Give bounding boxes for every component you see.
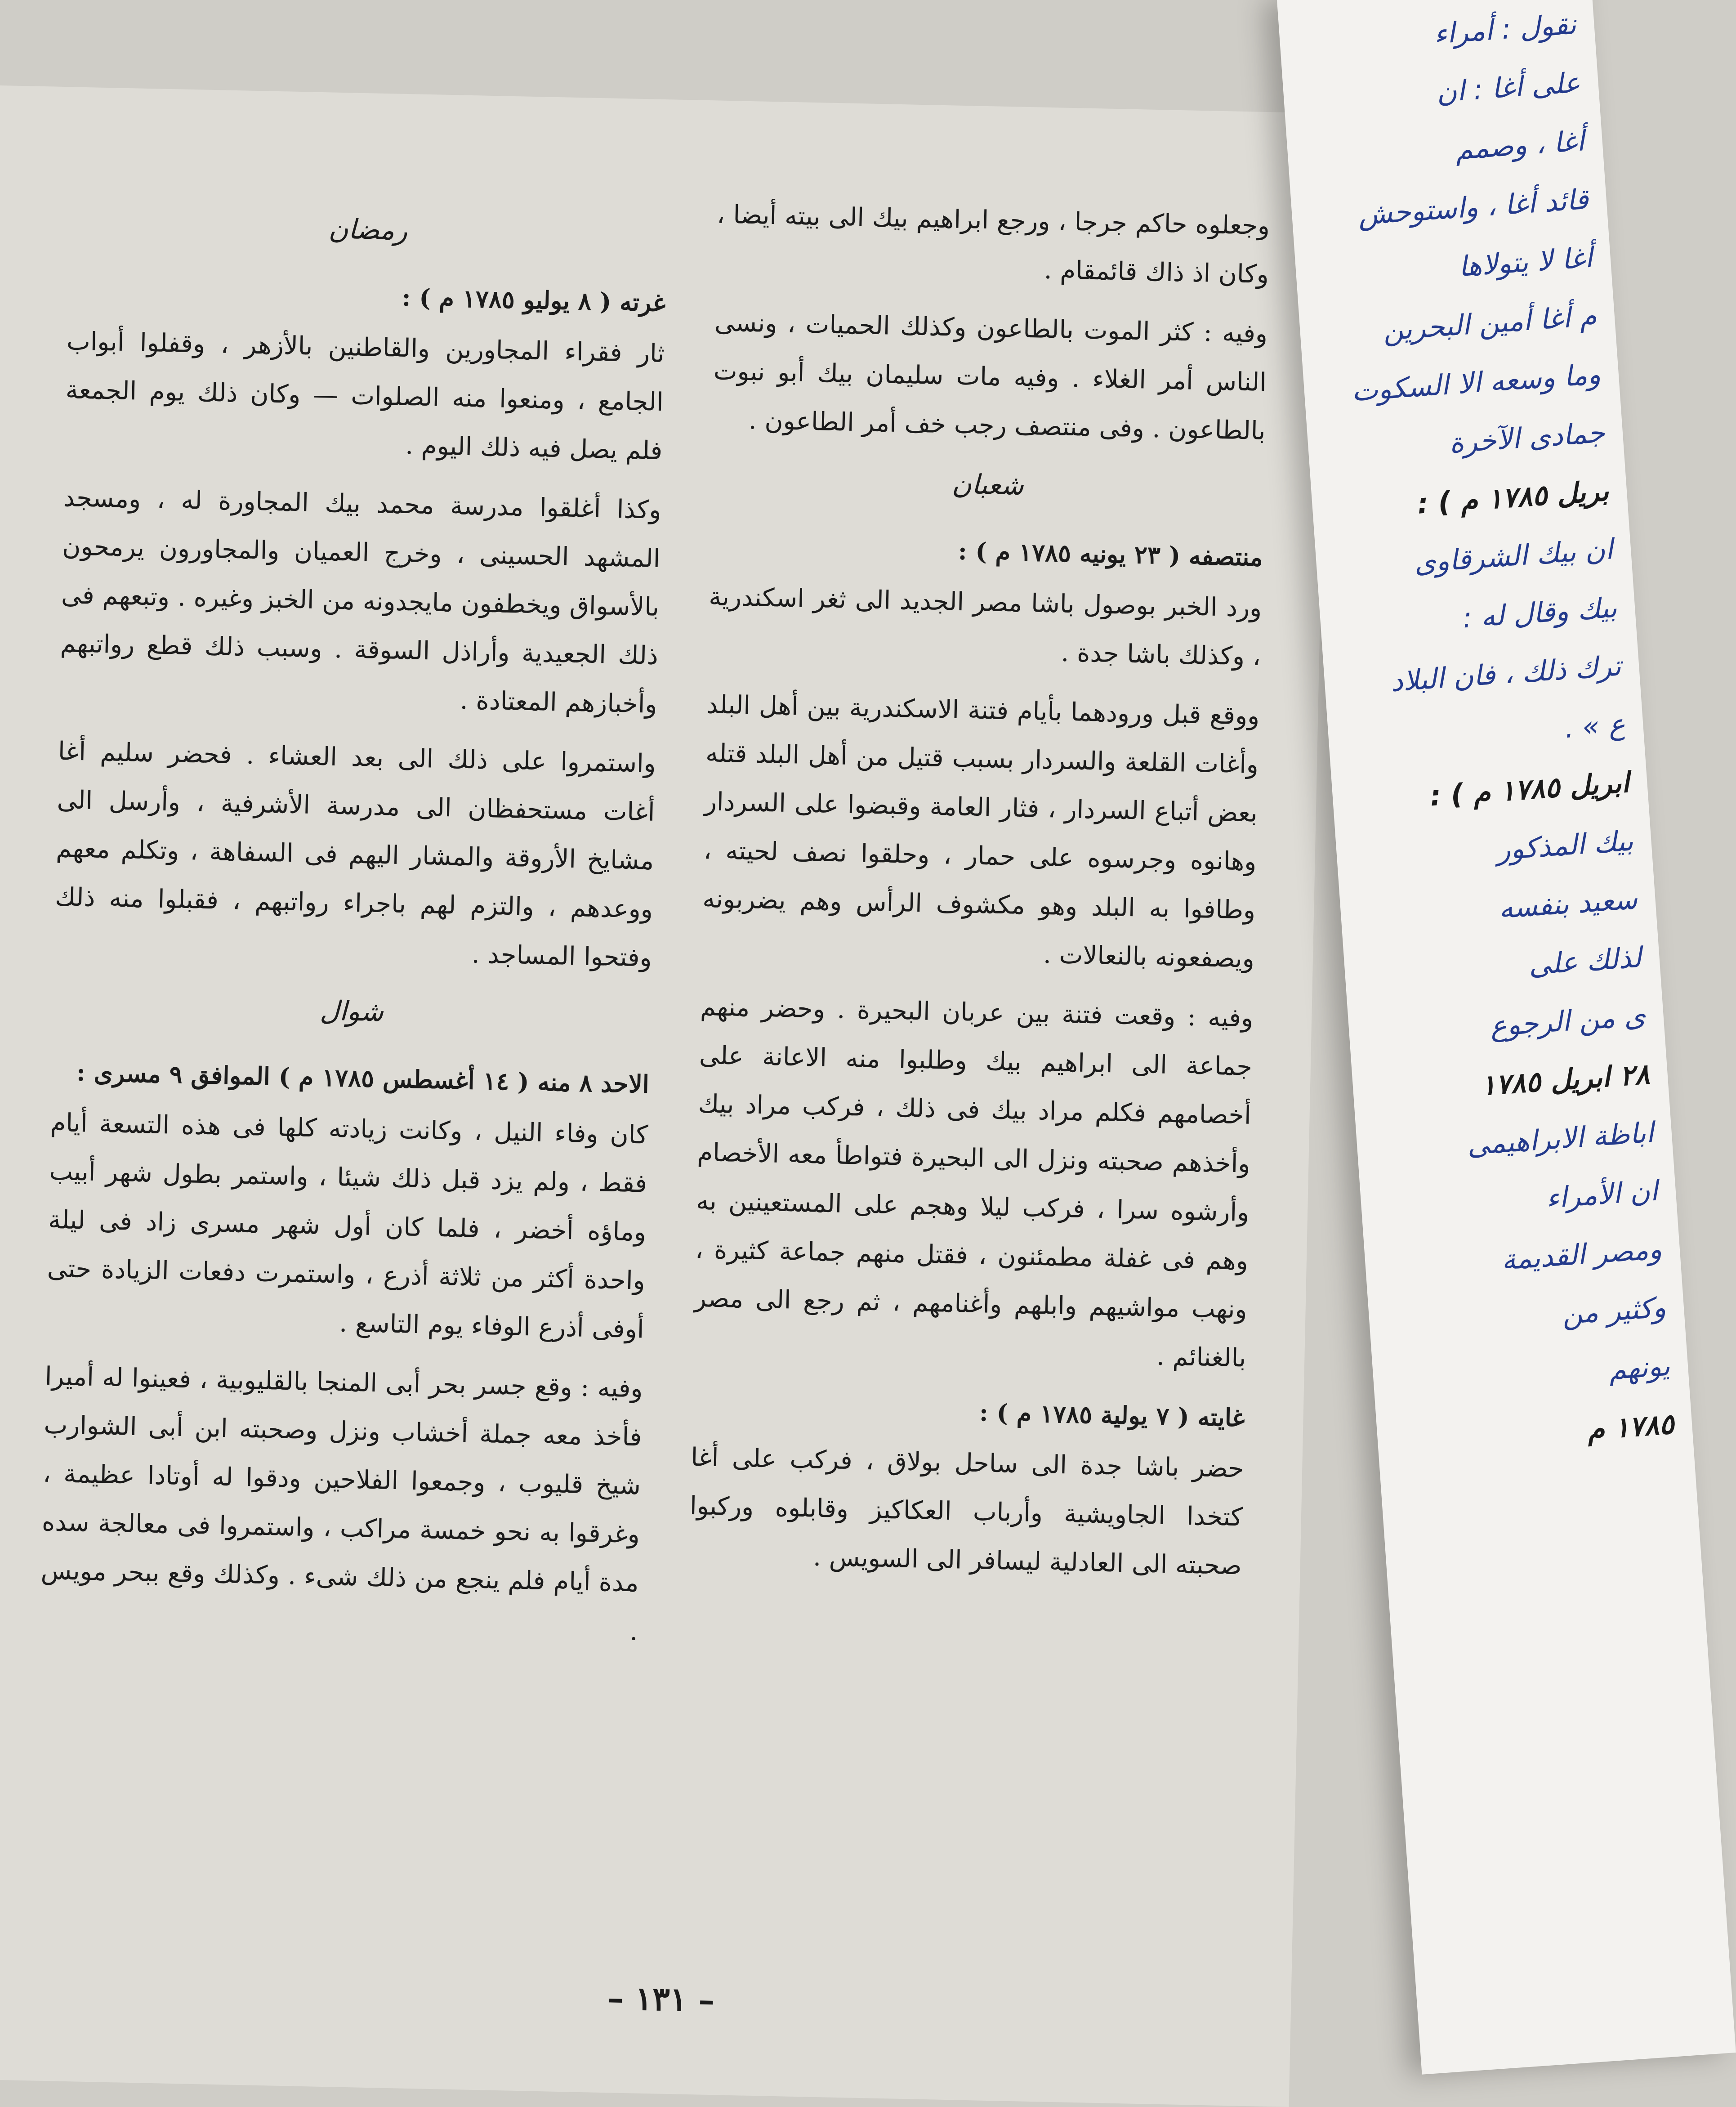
section-heading-shaban: شعبان (951, 468, 1024, 501)
handwritten-line: اباظة الابراهيمى (1466, 1115, 1655, 1162)
section-heading-shawwal: شوال (319, 995, 384, 1028)
paragraph: ورد الخبر بوصول باشا مصر الجديد الى ثغر اسكندرية ، وكذلك باشا جدة . (708, 582, 1262, 671)
handwritten-line: ترك ذلك ، فان البلاد (1389, 649, 1622, 698)
handwritten-text (1305, 0, 1676, 1474)
handwritten-line: لذلك على (1527, 940, 1642, 982)
right-text-column (688, 190, 1270, 1601)
date-heading: الاحد ٨ منه ( ١٤ أغسطس ١٧٨٥ م ) الموافق ٩ مسرى : (76, 1058, 650, 1099)
handwritten-line: ٢٨ ابريل ١٧٨٥ (1480, 1057, 1651, 1102)
section-heading-ramadan: رمضان (328, 213, 408, 247)
date-heading: منتصفه ( ٢٣ يونيه ١٧٨٥ م ) : (958, 536, 1263, 572)
facing-page (1277, 0, 1736, 2075)
handwritten-line: قائد أغا ، واستوحش (1357, 182, 1590, 232)
date-heading: غايته ( ٧ يولية ١٧٨٥ م ) : (979, 1398, 1245, 1432)
handwritten-line: سعيد بنفسه (1497, 882, 1638, 925)
handwritten-line: ابريل ١٧٨٥ م ) : (1428, 765, 1630, 813)
paragraph: كان وفاء النيل ، وكانت زيادته كلها فى هذه التسعة أيام فقط ، ولم يزد قبل ذلك شيئا ، واستمر بطول شهر أبيب وماؤه أخضر ، فلما كان أول شهر مسرى زاد فى ليلة واحدة أكثر من ثلاثة أذرع ، واستمرت دفعات الزيادة حتى أوفى أذرع الوفاء يوم التاسع . (47, 1108, 649, 1344)
handwritten-line: وكثير من (1561, 1290, 1667, 1331)
handwritten-line: ع » . (1563, 707, 1626, 745)
paragraph: وفيه : وقع جسر بحر أبى المنجا بالقليوبية ، فعينوا له أميرا فأخذ معه جملة أخشاب ونزل وصحبته ابن أبى الشوارب شيخ قليوب ، وجمعوا الفلاحين ودقوا له أوتادا عظيمة ، وغرقوا به نحو خمسة مراكب ، واستمروا فى معالجة سده مدة أيام فلم ينجع من ذلك شىء . وكذلك وقع ببحر مويس . (40, 1361, 643, 1646)
left-text-column (39, 195, 668, 1667)
handwritten-line: بريل ١٧٨٥ م ) : (1416, 474, 1610, 520)
page-number: – ١٣١ – (607, 1978, 715, 2019)
handwritten-line: وما وسعه الا السكوت (1350, 357, 1602, 408)
paragraph: وفيه : وقعت فتنة بين عربان البحيرة . وحضر منهم جماعة الى ابراهيم بيك وطلبوا منه الاعانة على أخصامهم فكلم مراد بيك فى ذلك ، فركب مراد بيك وأخذهم صحبته ونزل الى البحيرة فتواطأ معه الأخصام وأرشوه سرا ، فركب ليلا وهجم على المستعينين به وهم فى غفلة مطمئنون ، فقتل منهم جماعة كثيرة ، ونهب مواشيهم وابلهم وأغنامهم ، ثم رجع الى مصر بالغنائم . (694, 992, 1254, 1373)
paragraph: واستمروا على ذلك الى بعد العشاء . فحضر سليم أغا أغات مستحفظان الى مدرسة الأشرفية ، وأرسل الى مشايخ الأروقة والمشار اليهم فى السفاهة ، وتكلم معهم ووعدهم ، والتزم لهم باجراء رواتبهم ، فقبلوا منه ذلك وفتحوا المساجد . (54, 737, 656, 973)
handwritten-line: يونهم (1607, 1349, 1671, 1386)
handwritten-line: جمادى الآخرة (1448, 416, 1606, 460)
handwritten-line: م أغا أمين البحرين (1382, 299, 1598, 347)
date-heading: غرته ( ٨ يوليو ١٧٨٥ م ) : (401, 282, 666, 318)
handwritten-line: نقول : أمراء (1433, 7, 1577, 50)
handwritten-line: بيك وقال له : (1461, 590, 1618, 635)
paragraph: ووقع قبل ورودهما بأيام فتنة الاسكندرية بين أهل البلد وأغات القلعة والسردار بسبب قتيل من أهل البلد قتله بعض أتباع السردار ، فثار العامة وقبضوا على السردار وهانوه وجرسوه على حمار ، وحلقوا نصف لحيته ، وطافوا به البلد وهو مكشوف الرأس وهم يضربونه ويصفعونه بالنعالات . (702, 690, 1260, 974)
paragraph: وكذا أغلقوا مدرسة محمد بيك المجاورة له ، ومسجد المشهد الحسينى ، وخرج العميان والمجاورون يرمحون بالأسواق ويخطفون مايجدونه من الخبز وغيره . وتبعهم فى ذلك الجعيدية وأراذل السوقة . وسبب ذلك قطع رواتبهم وأخبازهم المعتادة . (60, 483, 662, 719)
handwritten-line: على أغا : ان (1435, 66, 1581, 109)
paragraph: حضر باشا جدة الى ساحل بولاق ، فركب على أغا كتخدا الجاويشية وأرباب العكاكيز وقابلوه وركبوا صحبته الى العادلية ليسافر الى السويس . (689, 1442, 1244, 1581)
handwritten-line: أغا ، وصمم (1454, 124, 1586, 166)
handwritten-line: ان بيك الشرقاوى (1413, 532, 1614, 579)
handwritten-line: ومصر القديمة (1500, 1232, 1663, 1276)
paragraph: ثار فقراء المجاورين والقاطنين بالأزهر ، وقفلوا أبواب الجامع ، ومنعوا منه الصلوات — وكان ذلك يوم الجمعة فلم يصل فيه ذلك اليوم . (65, 327, 665, 466)
handwritten-line: ١٧٨٥ م (1586, 1407, 1675, 1446)
handwritten-line: بيك المذكور (1495, 824, 1634, 867)
handwritten-line: ان الأمراء (1544, 1174, 1659, 1215)
paragraph: وجعلوه حاكم جرجا ، ورجع ابراهيم بيك الى بيته أيضا ، وكان اذ ذاك قائمقام . (716, 200, 1270, 290)
handwritten-line: ى من الرجوع (1489, 999, 1647, 1043)
book-page (0, 85, 1330, 2107)
paragraph: وفيه : كثر الموت بالطاعون وكذلك الحميات ، ونسى الناس أمر الغلاء . وفيه مات سليمان بيك أبو نبوت بالطاعون . وفى منتصف رجب خف أمر الطاعون . (713, 308, 1268, 446)
handwritten-line: أغا لا يتولاها (1457, 241, 1594, 283)
